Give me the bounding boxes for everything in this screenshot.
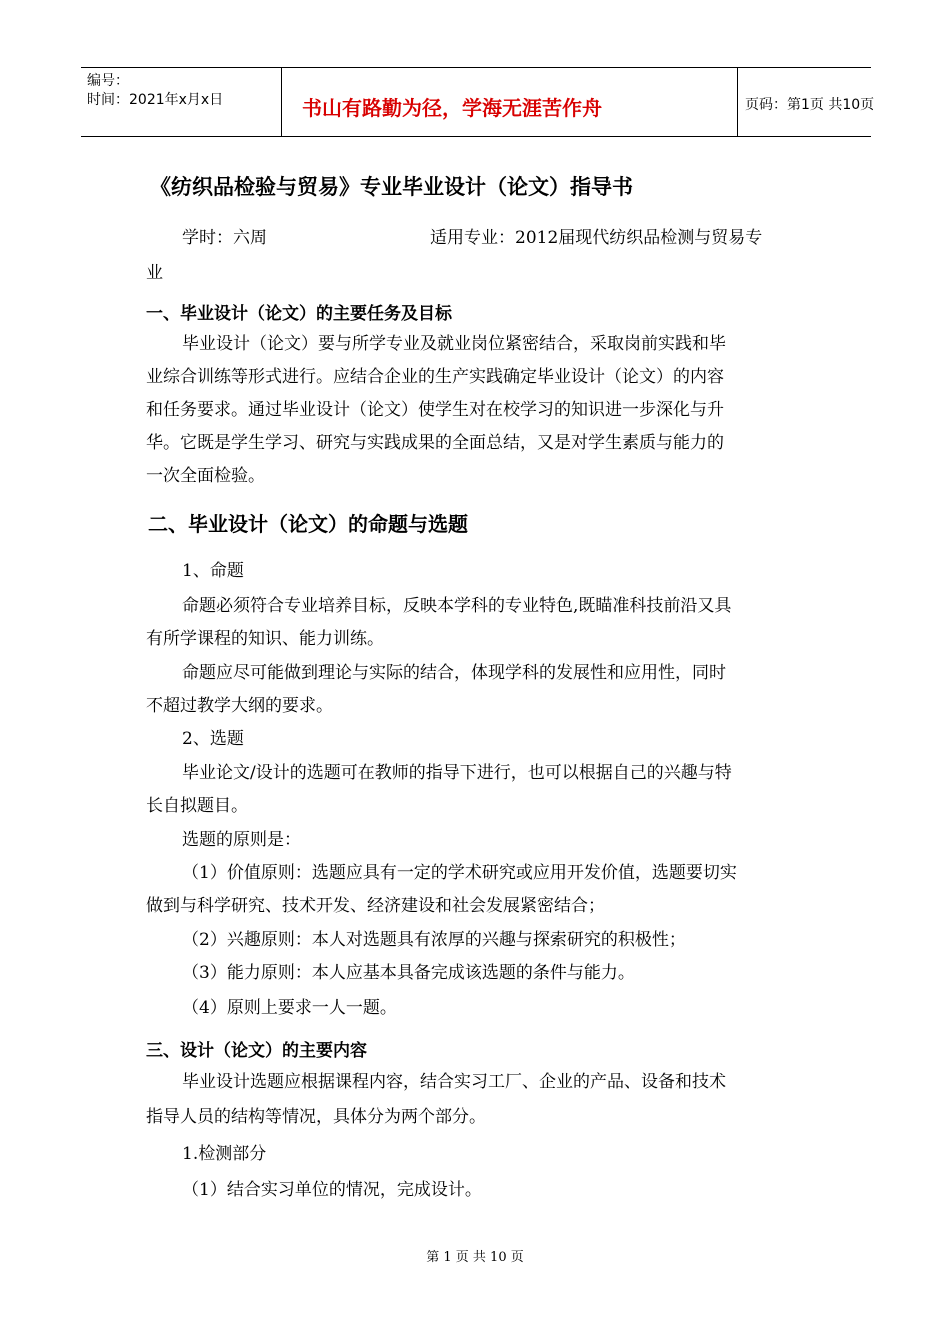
principles-intro: 选题的原则是： bbox=[182, 830, 301, 850]
paragraph-line: 命题应尽可能做到理论与实际的结合，体现学科的发展性和应用性，同时 bbox=[182, 663, 726, 683]
subheading-proposition: 1、命题 bbox=[182, 561, 244, 581]
paragraph-line: 命题必须符合专业培养目标，反映本学科的专业特色,既瞄准科技前沿又具 bbox=[182, 596, 732, 616]
principle-item: （4）原则上要求一人一题。 bbox=[182, 998, 397, 1018]
section2-heading: 二、毕业设计（论文）的命题与选题 bbox=[148, 512, 468, 536]
header-left-cell bbox=[81, 68, 281, 136]
paragraph-line: 长自拟题目。 bbox=[146, 796, 248, 816]
number-label: 编号： bbox=[87, 73, 129, 89]
section1-line: 毕业设计（论文）要与所学专业及就业岗位紧密结合，采取岗前实践和毕 bbox=[182, 334, 726, 354]
principle-item: （3）能力原则：本人应基本具备完成该选题的条件与能力。 bbox=[182, 963, 635, 983]
paragraph-line: 毕业设计选题应根据课程内容，结合实习工厂、企业的产品、设备和技术 bbox=[182, 1072, 726, 1092]
subheading-testing: 1.检测部分 bbox=[182, 1144, 267, 1164]
document-title: 《纺织品检验与贸易》专业毕业设计（论文）指导书 bbox=[150, 175, 633, 199]
paragraph-line: 有所学课程的知识、能力训练。 bbox=[146, 629, 384, 649]
header-page-cell bbox=[737, 68, 875, 136]
section3-heading: 三、设计（论文）的主要内容 bbox=[146, 1041, 367, 1061]
paragraph-line: 指导人员的结构等情况，具体分为两个部分。 bbox=[146, 1107, 486, 1127]
motto-text: 书山有路勤为径，学海无涯苦作舟 bbox=[302, 96, 602, 120]
section1-line: 和任务要求。通过毕业设计（论文）使学生对在校学习的知识进一步深化与升 bbox=[146, 400, 724, 420]
subheading-topic-selection: 2、选题 bbox=[182, 729, 244, 749]
section1-line: 华。它既是学生学习、研究与实践成果的全面总结，又是对学生素质与能力的 bbox=[146, 433, 724, 453]
list-item: （1）结合实习单位的情况，完成设计。 bbox=[182, 1180, 482, 1200]
paragraph-line: 毕业论文/设计的选题可在教师的指导下进行，也可以根据自己的兴趣与特 bbox=[182, 763, 732, 783]
principle-item: 做到与科学研究、技术开发、经济建设和社会发展紧密结合； bbox=[146, 896, 605, 916]
page-info: 页码：第1页 共10页 bbox=[745, 97, 875, 113]
section1-heading: 一、毕业设计（论文）的主要任务及目标 bbox=[146, 304, 452, 324]
page-footer: 第 1 页 共 10 页 bbox=[426, 1250, 524, 1265]
major-text-line1: 适用专业：2012届现代纺织品检测与贸易专 bbox=[430, 228, 763, 248]
paragraph-line: 不超过教学大纲的要求。 bbox=[146, 696, 333, 716]
section1-line: 一次全面检验。 bbox=[146, 466, 265, 486]
principle-item: （2）兴趣原则：本人对选题具有浓厚的兴趣与探索研究的积极性； bbox=[182, 930, 686, 950]
section1-line: 业综合训练等形式进行。应结合企业的生产实践确定毕业设计（论文）的内容 bbox=[146, 367, 724, 387]
hours-text: 学时：六周 bbox=[182, 228, 267, 248]
major-text-line2: 业 bbox=[146, 263, 163, 283]
header-table bbox=[81, 67, 875, 137]
header-motto-cell bbox=[281, 68, 738, 136]
principle-item: （1）价值原则：选题应具有一定的学术研究或应用开发价值，选题要切实 bbox=[182, 863, 737, 883]
date-label: 时间：2021年x月x日 bbox=[87, 92, 224, 108]
